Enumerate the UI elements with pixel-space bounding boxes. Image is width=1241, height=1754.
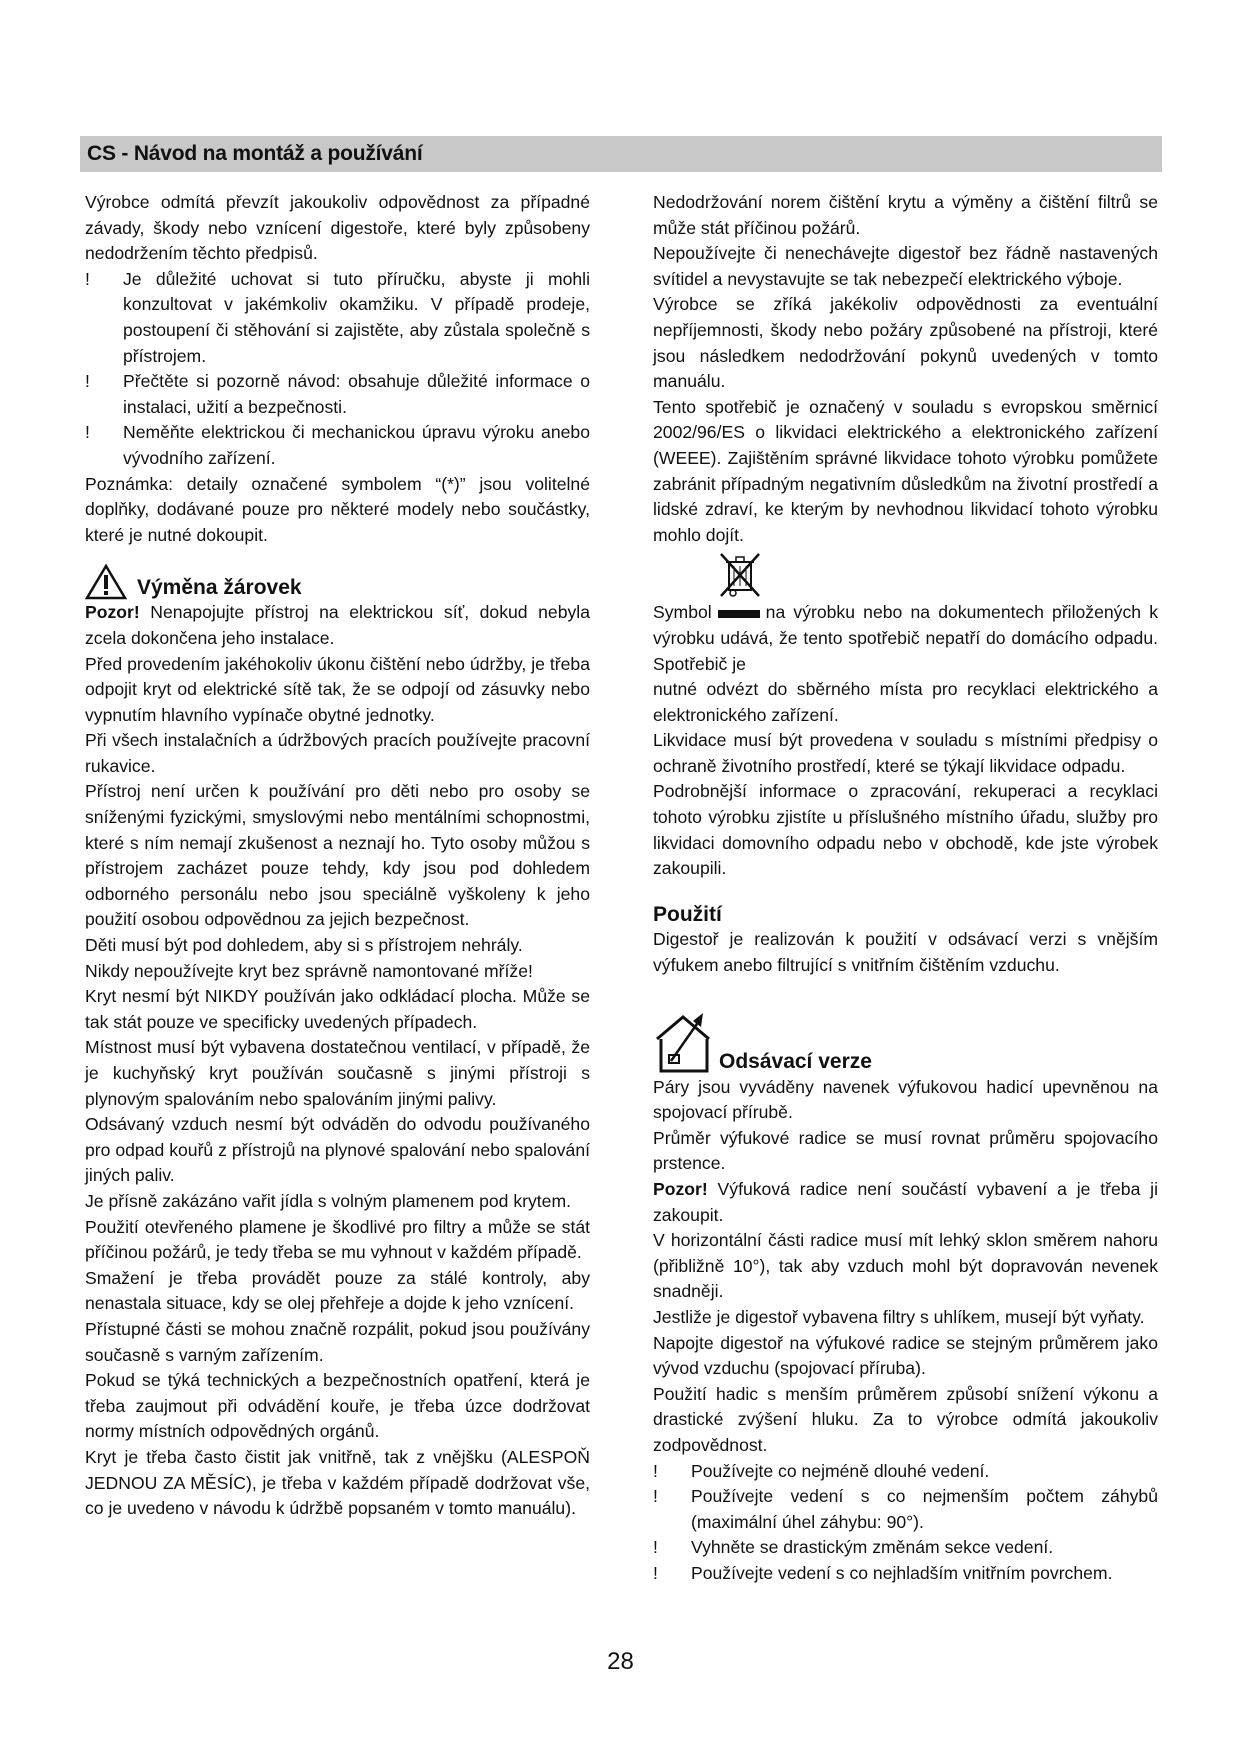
paragraph: nutné odvézt do sběrného místa pro recyklaci elektrického a elektronického zařízení. (653, 679, 1158, 725)
paragraph: Digestoř je realizován k použití v odsávací verzi s vnějším výfukem anebo filtrující s vnitřním čištěním vzduchu. (653, 929, 1158, 976)
paragraph: Použití otevřeného plamene je škodlivé pro filtry a může se stát příčinou požárů, je tedy třeba se mu vyhnout v každém případě. (85, 1216, 590, 1263)
bullet-item (653, 1484, 1158, 1535)
page-number: 28 (607, 1648, 634, 1675)
pozor-paragraph (653, 1177, 1158, 1228)
paragraph: Nedodržování norem čištění krytu a výměny a čištění filtrů se může stát příčinou požárů. (653, 192, 1158, 238)
pozor-paragraph (85, 600, 590, 651)
note-paragraph: Poznámka: detaily označené symbolem “(*)” jsou volitelné doplňky, dodávané pouze pro některé modely nebo součástky, které je nutné dokoupit. (85, 473, 590, 545)
paragraph: Páry jsou vyváděny navenek výfukovou hadicí upevněnou na spojovací přírubě. (653, 1076, 1158, 1123)
exclamation-mark: ! (653, 1486, 658, 1507)
section-title: Odsávací verze (719, 1050, 872, 1074)
paragraph: Před provedením jakéhokoliv úkonu čištění nebo údržby, je třeba odpojit kryt od elektrické sítě tak, že se odpojí od zásuvky nebo vypnutím hlavního vypínače obytné jednotky. (85, 653, 590, 725)
page-title: CS - Návod na montáž a používání (87, 142, 423, 165)
bullet-text: Je důležité uchovat si tuto příručku, abyste ji mohli konzultovat v jakémkoliv okamžiku. V případě prodeje, postoupení či stěhování si zajistěte, aby zůstala společně s přístrojem. (123, 268, 590, 366)
bullet-text: Používejte vedení s co nejhladším vnitřním povrchem. (691, 1562, 1113, 1583)
paragraph: Odsávaný vzduch nesmí být odváděn do odvodu používaného pro odpad kouřů z přístrojů na plynové spalování nebo spalování jiných paliv. (85, 1114, 590, 1186)
pozor-text: Výfuková radice není součástí vybavení a je třeba ji zakoupit. (653, 1179, 1158, 1225)
pozor-text: Nenapojujte přístroj na elektrickou síť, dokud nebyla zcela dokončena jeho instalace. (85, 602, 590, 648)
crossed-bin-icon (717, 550, 763, 600)
paragraph: Likvidace musí být provedena v souladu s místními předpisy o ochraně životního prostředí, které se týkají likvidace odpadu. (653, 730, 1158, 776)
bullet-item (653, 1535, 1158, 1561)
paragraph: Nepoužívejte či nenechávejte digestoř bez řádně nastavených svítidel a nevystavujte se tak nebezpečí elektrického výboje. (653, 243, 1158, 289)
warning-triangle-icon (85, 564, 127, 600)
section-title: Výměna žárovek (137, 575, 302, 599)
exclamation-mark: ! (653, 1460, 658, 1481)
section-heading-exhaust-version (653, 1005, 1158, 1075)
symbol-word: Symbol (653, 602, 712, 623)
bullet-item (85, 369, 590, 420)
bullet-text: Vyhněte se drastickým změnám sekce vedení. (691, 1537, 1054, 1558)
house-exhaust-icon (653, 1009, 713, 1075)
bullet-text: Přečtěte si pozorně návod: obsahuje důležité informace o instalaci, užití a bezpečnosti. (123, 371, 590, 417)
paragraph: Použití hadic s menším průměrem způsobí snížení výkonu a drastické zvýšení hluku. Za to výrobce odmítá jakoukoliv zodpovědnost. (653, 1383, 1158, 1455)
paragraph: Přístroj není určen k používání pro děti nebo pro osoby se sníženými fyzickými, smyslovými nebo mentálními schopnostmi, které s ním nemají zkušenost a neznají ho. Tyto osoby můžou s přístrojem zacházet pouze tehdy, kdy jsou pod dohledem odborného personálu nebo jsou speciálně vyškoleny k jeho použití osobou odpovědnou za jejich bezpečnost. (85, 781, 590, 930)
exclamation-mark: ! (653, 1562, 658, 1583)
paragraph: Jestliže je digestoř vybavena filtry s uhlíkem, musejí být vyňaty. (653, 1306, 1145, 1327)
paragraph: Výrobce se zříká jakékoliv odpovědnosti za eventuální nepříjemnosti, škody nebo požáry způsobené na přístroji, které jsou následkem nedodržování pokynů uvedených v tomto manuálu. (653, 294, 1158, 392)
paragraph: Při všech instalačních a údržbových pracích používejte pracovní rukavice. (85, 730, 590, 776)
paragraph: Podrobnější informace o zpracování, rekuperaci a recyklaci tohoto výrobku zjistíte u příslušného místního úřadu, služby pro likvidaci domovního odpadu nebo v obchodě, kde jste výrobek zakoupili. (653, 781, 1158, 879)
left-column (85, 190, 590, 1522)
exclamation-mark: ! (653, 1537, 658, 1558)
header-bar (80, 136, 1162, 172)
pozor-label: Pozor! (653, 1179, 708, 1199)
section-heading-bulb-replacement (85, 560, 590, 600)
bullet-item (653, 1459, 1158, 1485)
bullet-item (85, 420, 590, 471)
bullet-text: Používejte co nejméně dlouhé vedení. (691, 1460, 990, 1481)
exclamation-mark: ! (85, 268, 90, 289)
section-title: Použití (653, 902, 722, 926)
black-bar-symbol (718, 610, 760, 618)
paragraph: Kryt je třeba často čistit jak vnitřně, tak z vnějšku (ALESPOŇ JEDNOU ZA MĚSÍC), je třeba v každém případě dodržovat vše, co je uvedeno v návodu k údržbě popsaném v tomto manuálu). (85, 1446, 590, 1519)
bullet-text: Neměňte elektrickou či mechanickou úpravu výroku anebo vývodního zařízení. (123, 422, 590, 468)
symbol-text: na výrobku nebo na dokumentech přiložených k výrobku udává, že tento spotřebič nepatří do domácího odpadu. Spotřebič je (653, 602, 1158, 674)
intro-paragraph: Výrobce odmítá převzít jakoukoliv odpovědnost za případné závady, škody nebo vznícení digestoře, které byly způsobeny nedodržením těchto předpisů. (85, 192, 590, 264)
weee-symbol-area (653, 548, 1158, 600)
paragraph: Průměr výfukové radice se musí rovnat průměru spojovacího prstence. (653, 1127, 1158, 1174)
paragraph: Kryt nesmí být NIKDY používán jako odkládací plocha. Může se tak stát pouze ve specificky uvedených případech. (85, 986, 590, 1032)
exclamation-mark: ! (85, 422, 90, 443)
bullet-item (653, 1561, 1158, 1587)
paragraph: Napojte digestoř na výfukové radice se stejným průměrem jako vývod vzduchu (spojovací příruba). (653, 1332, 1158, 1379)
bullet-text: Používejte vedení s co nejmenším počtem záhybů (maximální úhel záhybu: 90°). (691, 1486, 1158, 1532)
paragraph: V horizontální části radice musí mít lehký sklon směrem nahoru (přibližně 10°), tak aby vzduch mohl být dopravován nevenek snadněji. (653, 1230, 1158, 1302)
paragraph: Je přísně zakázáno vařit jídla s volným plamenem pod krytem. (85, 1190, 571, 1211)
paragraph: Děti musí být pod dohledem, aby si s přístrojem nehrály. (85, 935, 523, 956)
paragraph: Pokud se týká technických a bezpečnostních opatření, která je třeba zaujmout při odvádění kouře, je třeba úzce dodržovat normy místních odpovědných orgánů. (85, 1370, 590, 1442)
symbol-paragraph (653, 600, 1158, 677)
right-column (653, 190, 1158, 1587)
paragraph: Přístupné části se mohou značně rozpálit, pokud jsou používány současně s varným zařízením. (85, 1318, 590, 1365)
pozor-label: Pozor! (85, 602, 140, 623)
paragraph: Místnost musí být vybavena dostatečnou ventilací, v případě, že je kuchyňský kryt používán současně s jinými přístroji s plynovým spalováním nebo spalováním jinými palivy. (85, 1037, 590, 1109)
paragraph: Nikdy nepoužívejte kryt bez správně namontované mříže! (85, 960, 533, 981)
paragraph: Tento spotřebič je označený v souladu s evropskou směrnicí 2002/96/ES o likvidaci elektrického a elektronického zařízení (WEEE). Zajištěním správné likvidace tohoto výrobku pomůžete zabránit případným negativním důsledkům na životní prostředí a lidské zdraví, ke kterým by nevhodnou likvidací tohoto výrobku mohlo dojít. (653, 396, 1158, 545)
paragraph: Smažení je třeba provádět pouze za stálé kontroly, aby nenastala situace, kdy se olej přehřeje a dojde k jeho vznícení. (85, 1267, 590, 1314)
exclamation-mark: ! (85, 371, 90, 392)
section-heading-usage (653, 902, 1158, 928)
bullet-item (85, 267, 590, 369)
